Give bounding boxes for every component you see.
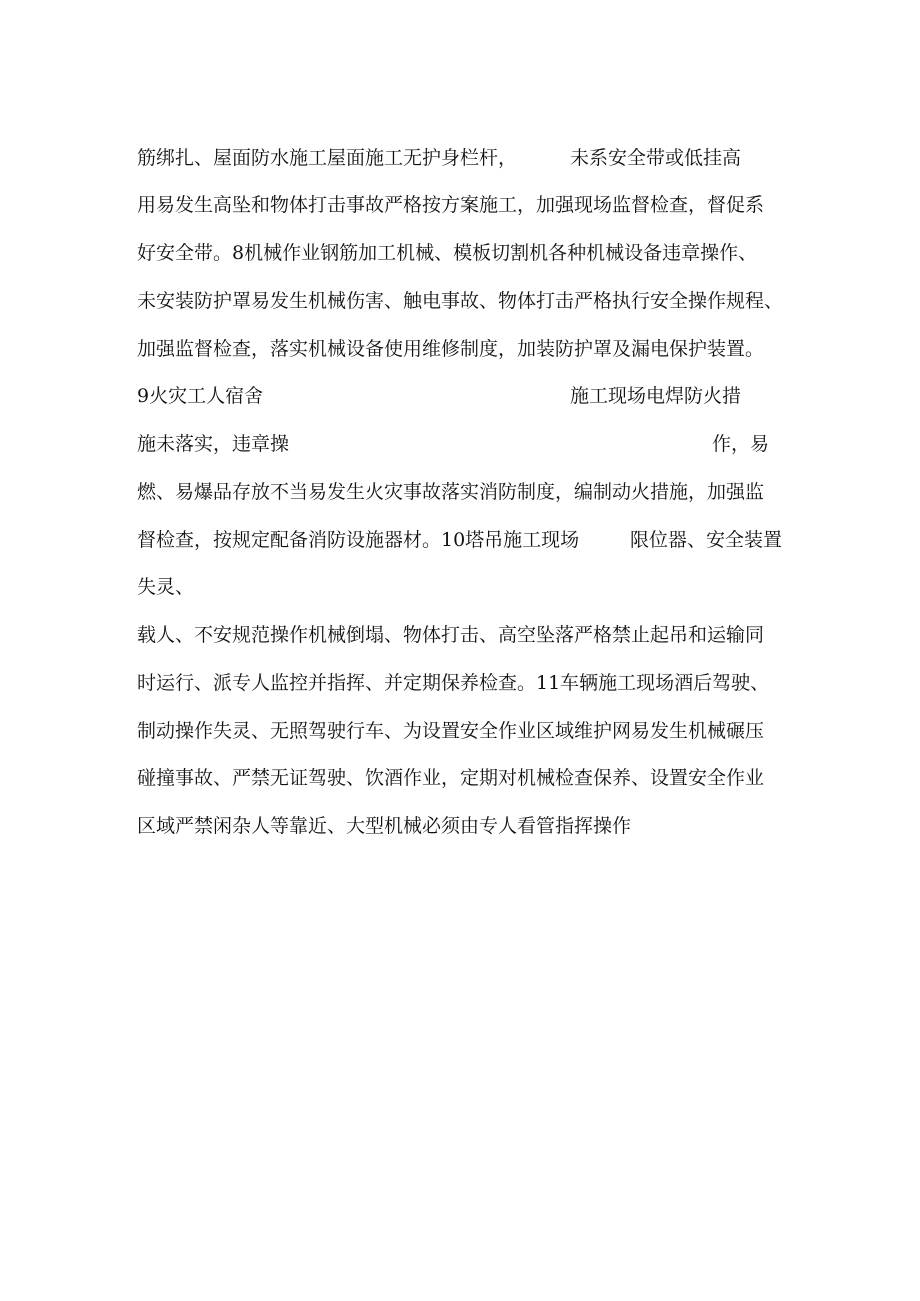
text-segment: 失灵、 <box>137 576 195 598</box>
text-segment: 未安装防护罩易发生机械伤害、触电事故、物体打击严格执行安全操作规程、 <box>137 290 784 312</box>
text-segment: 区域严禁闲杂人等靠近、大型机械必须由专人看管指挥操作 <box>137 815 632 837</box>
text-segment: 好安全带。8机械作业钢筋加工机械、模板切割机各种机械设备违章操作、 <box>137 242 758 264</box>
text-segment: 载人、不安规范操作机械倒塌、物体打击、高空坠落严格禁止起吊和运输同 <box>137 624 765 646</box>
text-segment: 制动操作失灵、无照驾驶行车、为设置安全作业区域维护网易发生机械碾压 <box>137 720 765 742</box>
text-segment: 燃、易爆品存放不当易发生火灾事故落实消防制度，编制动火措施，加强监 <box>137 481 765 503</box>
text-segment: 限位器、安全装置 <box>630 529 783 551</box>
text-segment: 加强监督检查，落实机械设备使用维修制度，加装防护罩及漏电保护装置。 <box>137 338 765 360</box>
text-segment: 9火灾工人宿舍 <box>137 385 264 407</box>
text-segment: 碰撞事故、严禁无证驾驶、饮酒作业，定期对机械检查保养、设置安全作业 <box>137 767 765 789</box>
text-segment: 筋绑扎、屋面防水施工屋面施工无护身栏杆， <box>137 147 518 169</box>
text-segment: 施工现场电焊防火措 <box>570 385 742 407</box>
text-segment: 用易发生高坠和物体打击事故严格按方案施工，加强现场监督检查，督促系 <box>137 194 765 216</box>
text-segment: 督检查，按规定配备消防设施器材。10塔吊施工现场 <box>137 529 580 551</box>
text-segment: 时运行、派专人监控并指挥、并定期保养检查。11车辆施工现场酒后驾驶、 <box>137 672 770 694</box>
text-segment: 未系安全带或低挂高 <box>570 147 742 169</box>
text-segment: 施未落实，违章操 <box>137 433 290 455</box>
text-segment: 作，易 <box>712 433 770 455</box>
